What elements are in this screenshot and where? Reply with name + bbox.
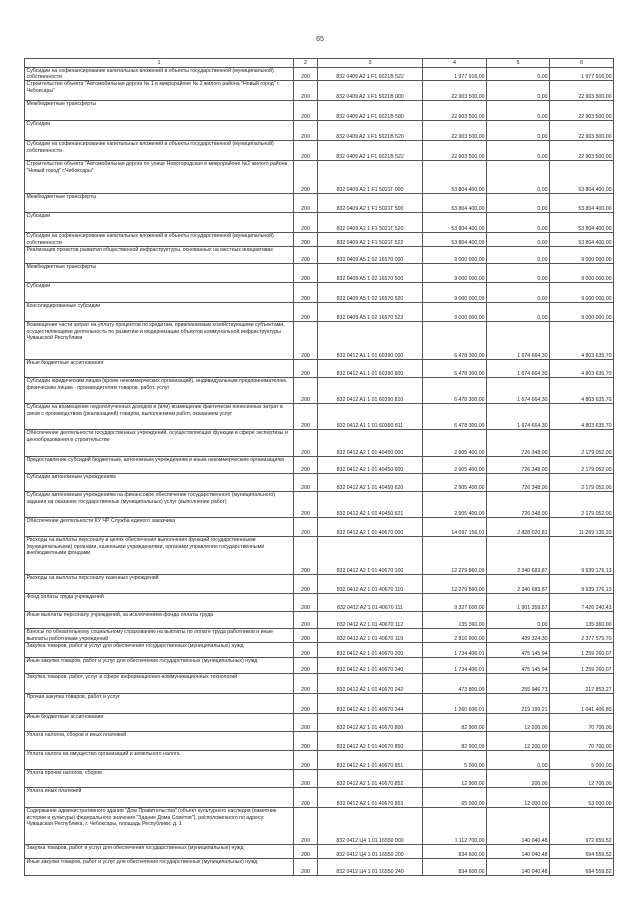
row-remaining-amount: 1 259 260,07 <box>550 658 614 674</box>
row-remaining-amount: 1 259 260,07 <box>550 643 614 658</box>
row-kbk: 832 0412 Ц4 1 01 16550 240 <box>318 859 423 876</box>
row-plan-amount: 22 903 500,00 <box>423 121 487 141</box>
row-remaining-amount: 694 559,52 <box>550 859 614 876</box>
row-code: 200 <box>294 845 318 859</box>
row-executed-amount: 726 348,00 <box>487 492 550 518</box>
row-code: 200 <box>294 68 318 81</box>
row-description: Расходы на выплаты персоналу в целях обеспечения выполнения функций государственными (муниципальными) органами, казенными учреждениями, органами управления государственными внебюджетными фондами <box>25 537 294 575</box>
row-plan-amount: 12 279 860,00 <box>423 575 487 594</box>
row-remaining-amount: 53 804 400,00 <box>550 213 614 233</box>
row-description: Межбюджетные трансферты <box>25 194 294 213</box>
row-description: Закупка товаров, работ и услуг для обеспечения государственных (муниципальных) нужд <box>25 643 294 658</box>
row-kbk: 832 0409 A5 1 02 16570 500 <box>318 264 423 283</box>
row-executed-amount: 0,00 <box>487 283 550 303</box>
table-row <box>25 194 614 213</box>
row-code: 200 <box>294 751 318 770</box>
row-code: 200 <box>294 360 318 378</box>
row-plan-amount: 1 977 916,00 <box>423 68 487 81</box>
row-remaining-amount: 4 803 635,70 <box>550 322 614 360</box>
row-code: 200 <box>294 247 318 264</box>
row-code: 200 <box>294 859 318 876</box>
row-plan-amount: 2 905 400,00 <box>423 474 487 492</box>
row-remaining-amount: 11 269 135,20 <box>550 518 614 537</box>
row-kbk: 832 0409 A2 1 F1 5021B 000 <box>318 81 423 101</box>
row-kbk: 832 0409 A2 1 F1 5021Г 520 <box>318 213 423 233</box>
row-kbk: 832 0412 A2 1 01 40450 600 <box>318 457 423 474</box>
row-kbk: 832 0412 A2 1 01 40670 851 <box>318 751 423 770</box>
row-remaining-amount: 2 179 052,00 <box>550 430 614 457</box>
table-row <box>25 213 614 233</box>
row-executed-amount: 0,00 <box>487 161 550 194</box>
row-description: Иные закупки товаров, работ и услуг для обеспечения государственных (муниципальных) нужд <box>25 859 294 876</box>
row-remaining-amount: 53 804 400,00 <box>550 233 614 247</box>
row-code: 200 <box>294 612 318 629</box>
row-remaining-amount: 2 377 575,70 <box>550 629 614 643</box>
row-plan-amount: 6 478 300,00 <box>423 404 487 430</box>
row-description: Субсидии <box>25 283 294 303</box>
header-cell: 4 <box>423 59 487 68</box>
row-description: Расходы на выплаты персоналу казенных учреждений <box>25 575 294 594</box>
row-code: 200 <box>294 303 318 322</box>
row-kbk: 832 0412 A1 1 01 60390 800 <box>318 360 423 378</box>
row-code: 200 <box>294 537 318 575</box>
row-description: Обеспечение деятельности государственных учреждений, осуществляющих функции в сфере экспертизы и ценообразования в строительстве <box>25 430 294 457</box>
row-kbk: 832 0409 A2 1 F1 5021B 520 <box>318 121 423 141</box>
row-executed-amount: 726 348,00 <box>487 457 550 474</box>
row-kbk: 832 0412 A2 1 01 40670 800 <box>318 714 423 732</box>
row-plan-amount: 2 905 400,00 <box>423 457 487 474</box>
table-row <box>25 537 614 575</box>
row-description: Строительство объекта "Автомобильная дорога по улице Новогородская в микрорайоне №2 жилого района "Новый город" г.Чебоксары" <box>25 161 294 194</box>
row-remaining-amount: 4 803 635,70 <box>550 378 614 404</box>
row-plan-amount: 14 097 156,01 <box>423 518 487 537</box>
table-row <box>25 845 614 859</box>
row-executed-amount: 475 145,94 <box>487 643 550 658</box>
row-description: Иные бюджетные ассигнования <box>25 360 294 378</box>
row-code: 200 <box>294 674 318 694</box>
table-row <box>25 303 614 322</box>
row-executed-amount: 0,00 <box>487 101 550 121</box>
row-remaining-amount: 7 426 240,43 <box>550 594 614 612</box>
table-row <box>25 404 614 430</box>
row-code: 200 <box>294 81 318 101</box>
row-kbk: 832 0412 A2 1 01 40450 000 <box>318 430 423 457</box>
row-code: 200 <box>294 101 318 121</box>
row-executed-amount: 140 040,48 <box>487 808 550 845</box>
row-code: 200 <box>294 694 318 714</box>
row-remaining-amount: 5 000,00 <box>550 751 614 770</box>
row-remaining-amount: 70 700,00 <box>550 732 614 751</box>
row-plan-amount: 5 000,00 <box>423 751 487 770</box>
table-row <box>25 658 614 674</box>
table-row <box>25 594 614 612</box>
header-cell: 3 <box>318 59 423 68</box>
row-code: 200 <box>294 283 318 303</box>
row-remaining-amount: 4 803 635,70 <box>550 360 614 378</box>
row-kbk: 832 0412 A2 1 01 40450 621 <box>318 492 423 518</box>
row-code: 200 <box>294 457 318 474</box>
row-executed-amount: 1 674 664,30 <box>487 404 550 430</box>
row-executed-amount: 2 828 020,81 <box>487 518 550 537</box>
row-description: Иные выплаты персоналу учреждений, за исключением фонда оплаты труда <box>25 612 294 629</box>
row-executed-amount: 0,00 <box>487 264 550 283</box>
row-code: 200 <box>294 474 318 492</box>
row-kbk: 832 0412 A1 1 01 60390 000 <box>318 322 423 360</box>
row-code: 200 <box>294 658 318 674</box>
row-remaining-amount: 9 000 000,00 <box>550 283 614 303</box>
row-executed-amount: 200,00 <box>487 770 550 788</box>
row-description: Субсидии юридическим лицам (кроме некоммерческих организаций), индивидуальным предпринимателям, физическим лицам - производителям товаров, работ, услуг <box>25 378 294 404</box>
table-row <box>25 81 614 101</box>
row-kbk: 832 0412 Ц4 1 01 16550 200 <box>318 845 423 859</box>
row-executed-amount: 2 340 683,87 <box>487 575 550 594</box>
header-cell: 2 <box>294 59 318 68</box>
table-row <box>25 808 614 845</box>
row-plan-amount: 53 804 400,00 <box>423 233 487 247</box>
row-description: Содержание административного здания "Дом Правительства" (объект культурного наследия (памятник истории и культуры) федерального значения "Здание Дома Советов"), расположенного по адресу: Чувашская Республика, г. Чебоксары, площадь Республики, д. 1 <box>25 808 294 845</box>
row-plan-amount: 22 903 500,00 <box>423 101 487 121</box>
row-description: Субсидии автономным учреждениям <box>25 474 294 492</box>
row-executed-amount: 1 901 359,57 <box>487 594 550 612</box>
row-code: 200 <box>294 732 318 751</box>
row-plan-amount: 53 804 400,00 <box>423 213 487 233</box>
row-plan-amount: 1 734 406,01 <box>423 643 487 658</box>
row-plan-amount: 1 734 406,01 <box>423 658 487 674</box>
row-remaining-amount: 70 700,00 <box>550 714 614 732</box>
row-description: Консолидированные субсидии <box>25 303 294 322</box>
row-code: 200 <box>294 575 318 594</box>
table-row <box>25 322 614 360</box>
table-row <box>25 575 614 594</box>
table-row <box>25 612 614 629</box>
row-description: Возмещение части затрат на уплату процентов по кредитам, привлекаемым хозяйствующими субъектами, осуществляющими деятельность по развитию и модернизации объектов коммунальной инфраструктуры Чувашской Республики <box>25 322 294 360</box>
row-description: Уплата иных платежей <box>25 788 294 808</box>
row-remaining-amount: 4 803 635,70 <box>550 404 614 430</box>
row-executed-amount: 140 040,48 <box>487 845 550 859</box>
row-description: Субсидии <box>25 121 294 141</box>
budget-execution-table <box>24 58 614 876</box>
table-row <box>25 283 614 303</box>
row-kbk: 832 0409 A2 1 F1 5021B 500 <box>318 101 423 121</box>
row-kbk: 832 0412 A2 1 01 40670 852 <box>318 770 423 788</box>
row-executed-amount: 475 145,94 <box>487 658 550 674</box>
row-executed-amount: 726 348,00 <box>487 430 550 457</box>
page-number: 65 <box>316 36 324 43</box>
row-kbk: 832 0412 A2 1 01 40670 100 <box>318 537 423 575</box>
row-kbk: 832 0412 A2 1 01 40670 244 <box>318 694 423 714</box>
row-plan-amount: 53 804 400,00 <box>423 194 487 213</box>
row-code: 200 <box>294 161 318 194</box>
row-kbk: 832 0412 A2 1 01 40670 242 <box>318 674 423 694</box>
row-executed-amount: 1 674 664,30 <box>487 360 550 378</box>
row-plan-amount: 2 905 400,00 <box>423 430 487 457</box>
row-remaining-amount: 2 179 052,00 <box>550 457 614 474</box>
row-remaining-amount: 9 939 176,13 <box>550 537 614 575</box>
row-code: 200 <box>294 194 318 213</box>
row-plan-amount: 2 905 400,00 <box>423 492 487 518</box>
table-row <box>25 714 614 732</box>
row-description: Уплата налогов, сборов и иных платежей <box>25 732 294 751</box>
row-code: 200 <box>294 594 318 612</box>
row-description: Взносы по обязательному социальному страхованию на выплаты по оплате труда работников и иные выплаты работникам учреждений <box>25 629 294 643</box>
row-kbk: 832 0409 A5 1 02 16570 520 <box>318 283 423 303</box>
table-row <box>25 68 614 81</box>
row-code: 200 <box>294 322 318 360</box>
header-cell: 1 <box>25 59 294 68</box>
table-row <box>25 751 614 770</box>
row-executed-amount: 0,00 <box>487 141 550 161</box>
table-row <box>25 492 614 518</box>
row-description: Закупка товаров, работ и услуг для обеспечения государственных (муниципальных) нужд <box>25 845 294 859</box>
row-executed-amount: 0,00 <box>487 612 550 629</box>
table-row <box>25 457 614 474</box>
table-row <box>25 121 614 141</box>
row-remaining-amount: 972 659,52 <box>550 808 614 845</box>
row-code: 200 <box>294 714 318 732</box>
row-executed-amount: 140 040,48 <box>487 859 550 876</box>
row-description: Фонд оплаты труда учреждений <box>25 594 294 612</box>
row-code: 200 <box>294 404 318 430</box>
row-description: Предоставление субсидий бюджетным, автономным учреждениям и иным некоммерческим организациям <box>25 457 294 474</box>
row-plan-amount: 22 903 500,00 <box>423 81 487 101</box>
row-executed-amount: 0,00 <box>487 303 550 322</box>
row-plan-amount: 65 000,00 <box>423 788 487 808</box>
row-plan-amount: 834 600,00 <box>423 859 487 876</box>
row-plan-amount: 1 112 700,00 <box>423 808 487 845</box>
row-kbk: 832 0409 A2 1 F1 5021Г 500 <box>318 194 423 213</box>
row-remaining-amount: 22 903 500,00 <box>550 101 614 121</box>
row-description: Субсидии автономным учреждениям на финансовое обеспечение государственного (муниципального) задания на оказание государственных (муниципальных) услуг (выполнение работ) <box>25 492 294 518</box>
row-remaining-amount: 22 903 500,00 <box>550 121 614 141</box>
row-remaining-amount: 53 804 400,00 <box>550 194 614 213</box>
row-executed-amount: 0,00 <box>487 233 550 247</box>
row-executed-amount: 439 324,30 <box>487 629 550 643</box>
header-row <box>25 59 614 68</box>
row-plan-amount: 135 360,00 <box>423 612 487 629</box>
row-remaining-amount: 135 360,00 <box>550 612 614 629</box>
row-description: Иные закупки товаров, работ и услуг для обеспечения государственных (муниципальных) нужд <box>25 658 294 674</box>
row-executed-amount: 1 674 664,30 <box>487 378 550 404</box>
header-cell: 6 <box>550 59 614 68</box>
table-row <box>25 378 614 404</box>
table-row <box>25 264 614 283</box>
row-remaining-amount: 2 179 052,00 <box>550 474 614 492</box>
row-remaining-amount: 12 700,00 <box>550 770 614 788</box>
table-row <box>25 770 614 788</box>
row-kbk: 832 0412 A2 1 01 40670 000 <box>318 518 423 537</box>
row-kbk: 832 0412 A2 1 01 40670 111 <box>318 594 423 612</box>
row-executed-amount: 0,00 <box>487 213 550 233</box>
row-kbk: 832 0412 Ц4 1 01 16550 000 <box>318 808 423 845</box>
row-description: Прочая закупка товаров, работ и услуг <box>25 694 294 714</box>
row-code: 200 <box>294 430 318 457</box>
row-plan-amount: 6 478 300,00 <box>423 322 487 360</box>
row-description: Межбюджетные трансферты <box>25 264 294 283</box>
row-code: 200 <box>294 518 318 537</box>
row-plan-amount: 12 279 860,00 <box>423 537 487 575</box>
row-executed-amount: 219 199,21 <box>487 694 550 714</box>
row-code: 200 <box>294 788 318 808</box>
row-description: Субсидии на возмещение недополученных доходов и (или) возмещение фактически понесенных затрат в связи с производством (реализацией) товаров, выполнением работ, оказанием услуг <box>25 404 294 430</box>
row-remaining-amount: 53 804 400,00 <box>550 161 614 194</box>
table-row <box>25 629 614 643</box>
row-code: 200 <box>294 213 318 233</box>
table-row <box>25 674 614 694</box>
row-remaining-amount: 1 041 406,80 <box>550 694 614 714</box>
row-remaining-amount: 9 000 000,00 <box>550 303 614 322</box>
table-row <box>25 859 614 876</box>
row-kbk: 832 0409 A2 1 F1 5021B 522 <box>318 141 423 161</box>
row-executed-amount: 0,00 <box>487 81 550 101</box>
table-row <box>25 161 614 194</box>
row-description: Субсидии на софинансирование капитальных вложений в объекты государственной (муниципальной) собственности <box>25 233 294 247</box>
row-executed-amount: 1 674 664,30 <box>487 322 550 360</box>
table-row <box>25 360 614 378</box>
row-kbk: 832 0412 A2 1 01 40670 119 <box>318 629 423 643</box>
row-description: Субсидии на софинансирование капитальных вложений в объекты государственной (муниципальной) собственности <box>25 68 294 81</box>
row-executed-amount: 726 348,00 <box>487 474 550 492</box>
row-plan-amount: 2 816 900,00 <box>423 629 487 643</box>
row-kbk: 832 0409 A5 1 02 16570 523 <box>318 303 423 322</box>
row-code: 200 <box>294 121 318 141</box>
header-cell: 5 <box>487 59 550 68</box>
row-kbk: 832 0409 A2 1 F1 5021Г 522 <box>318 233 423 247</box>
table-row <box>25 101 614 121</box>
row-kbk: 832 0412 A1 1 01 60390 810 <box>318 378 423 404</box>
row-remaining-amount: 22 903 500,00 <box>550 81 614 101</box>
table-row <box>25 247 614 264</box>
row-remaining-amount: 694 559,52 <box>550 845 614 859</box>
row-kbk: 832 0409 A2 1 F1 5021B 522 <box>318 68 423 81</box>
row-executed-amount: 0,00 <box>487 121 550 141</box>
row-description: Обеспечение деятельности КУ ЧР Служба единого заказчика <box>25 518 294 537</box>
row-plan-amount: 22 903 500,00 <box>423 141 487 161</box>
row-description: Закупка товаров, работ, услуг в сфере информационно-коммуникационных технологий <box>25 674 294 694</box>
row-plan-amount: 53 804 400,00 <box>423 161 487 194</box>
row-executed-amount: 0,00 <box>487 68 550 81</box>
row-executed-amount: 0,00 <box>487 194 550 213</box>
row-code: 200 <box>294 264 318 283</box>
table-row <box>25 518 614 537</box>
row-plan-amount: 9 000 000,00 <box>423 303 487 322</box>
row-remaining-amount: 22 903 500,00 <box>550 141 614 161</box>
row-code: 200 <box>294 378 318 404</box>
row-remaining-amount: 9 000 000,00 <box>550 264 614 283</box>
row-plan-amount: 9 000 000,00 <box>423 247 487 264</box>
row-kbk: 832 0412 A2 1 01 40670 853 <box>318 788 423 808</box>
row-remaining-amount: 2 179 052,00 <box>550 492 614 518</box>
row-remaining-amount: 9 939 176,13 <box>550 575 614 594</box>
row-kbk: 832 0412 A2 1 01 40670 110 <box>318 575 423 594</box>
table-row <box>25 732 614 751</box>
row-executed-amount: 12 200,00 <box>487 732 550 751</box>
row-executed-amount: 0,00 <box>487 247 550 264</box>
row-kbk: 832 0412 A2 1 01 40670 112 <box>318 612 423 629</box>
row-description: Субсидии <box>25 213 294 233</box>
row-remaining-amount: 1 977 916,00 <box>550 68 614 81</box>
row-code: 200 <box>294 770 318 788</box>
row-remaining-amount: 217 853,27 <box>550 674 614 694</box>
row-plan-amount: 834 600,00 <box>423 845 487 859</box>
row-description: Субсидии на софинансирование капитальных вложений в объекты государственной (муниципальной) собственности <box>25 141 294 161</box>
row-plan-amount: 82 900,00 <box>423 732 487 751</box>
row-code: 200 <box>294 808 318 845</box>
row-executed-amount: 0,00 <box>487 751 550 770</box>
row-plan-amount: 1 260 606,01 <box>423 694 487 714</box>
row-description: Межбюджетные трансферты <box>25 101 294 121</box>
table-row <box>25 430 614 457</box>
row-description: Реализация проектов развития общественной инфраструктуры, основанных на местных инициативах <box>25 247 294 264</box>
row-remaining-amount: 53 000,00 <box>550 788 614 808</box>
row-kbk: 832 0412 A2 1 01 40670 200 <box>318 643 423 658</box>
table-row <box>25 141 614 161</box>
row-plan-amount: 6 478 300,00 <box>423 360 487 378</box>
row-plan-amount: 9 327 600,00 <box>423 594 487 612</box>
row-description: Уплата налога на имущество организаций и земельного налога <box>25 751 294 770</box>
row-kbk: 832 0409 A5 1 02 16570 000 <box>318 247 423 264</box>
row-code: 200 <box>294 141 318 161</box>
row-code: 200 <box>294 643 318 658</box>
table-row <box>25 643 614 658</box>
row-kbk: 832 0412 A2 1 01 40670 240 <box>318 658 423 674</box>
table-row <box>25 694 614 714</box>
row-kbk: 832 0409 A2 1 F1 5021Г 000 <box>318 161 423 194</box>
row-plan-amount: 473 800,00 <box>423 674 487 694</box>
row-executed-amount: 12 000,00 <box>487 788 550 808</box>
row-plan-amount: 82 900,00 <box>423 714 487 732</box>
table-row <box>25 474 614 492</box>
row-executed-amount: 12 200,00 <box>487 714 550 732</box>
row-remaining-amount: 9 000 000,00 <box>550 247 614 264</box>
table-row <box>25 788 614 808</box>
row-code: 200 <box>294 492 318 518</box>
row-code: 200 <box>294 629 318 643</box>
row-description: Иные бюджетные ассигнования <box>25 714 294 732</box>
row-kbk: 832 0412 A1 1 01 60390 811 <box>318 404 423 430</box>
table-row <box>25 233 614 247</box>
row-plan-amount: 9 000 000,00 <box>423 283 487 303</box>
row-plan-amount: 6 478 300,00 <box>423 378 487 404</box>
row-kbk: 832 0412 A2 1 01 40450 620 <box>318 474 423 492</box>
row-plan-amount: 12 900,00 <box>423 770 487 788</box>
row-executed-amount: 255 946,73 <box>487 674 550 694</box>
row-plan-amount: 9 000 000,00 <box>423 264 487 283</box>
row-description: Уплата прочих налогов, сборов <box>25 770 294 788</box>
row-executed-amount: 2 340 683,87 <box>487 537 550 575</box>
row-code: 200 <box>294 233 318 247</box>
row-kbk: 832 0412 A2 1 01 40670 850 <box>318 732 423 751</box>
row-description: Строительство объекта "Автомобильная дорога № 1 в микрорайоне № 2 жилого района "Новый город" г. Чебоксары" <box>25 81 294 101</box>
